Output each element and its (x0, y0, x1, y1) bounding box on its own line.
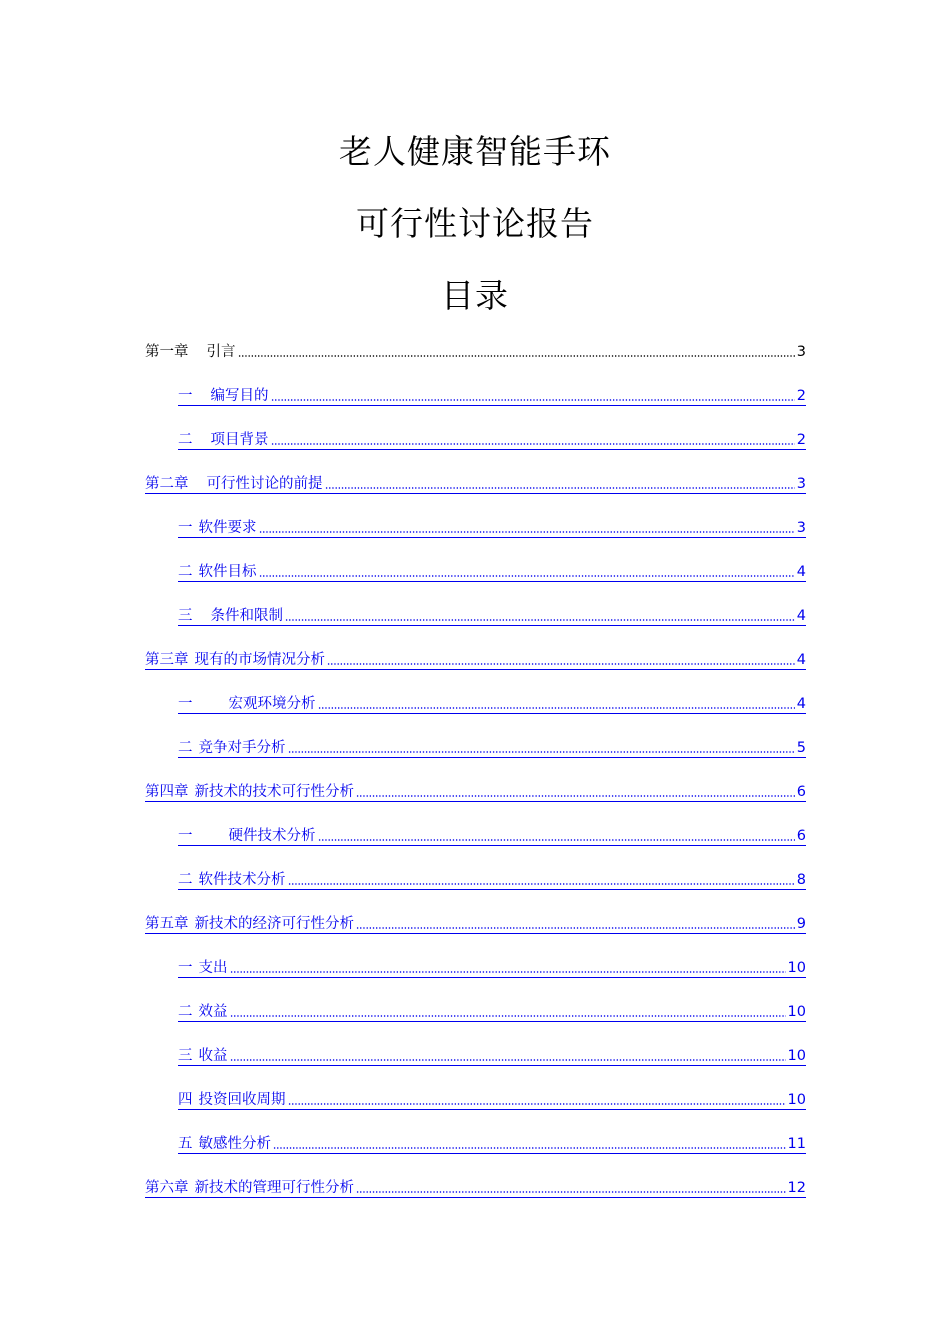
toc-entry[interactable] (178, 561, 806, 582)
toc-entry-number: 二 (178, 740, 193, 756)
toc-entry-page: 10 (787, 1048, 806, 1064)
toc-heading: 目录 (441, 276, 509, 315)
toc-entry-number: 一 (178, 960, 193, 976)
toc-entry (145, 341, 806, 361)
toc-entry-page: 3 (796, 476, 806, 492)
toc-entry-number: 第二章 (145, 476, 189, 492)
toc-entry-label: 宏观环境分析 (228, 696, 316, 712)
toc-entry-label: 新技术的经济可行性分析 (194, 916, 354, 932)
toc-entry[interactable] (178, 1089, 806, 1110)
toc-entry[interactable] (178, 957, 806, 978)
toc-entry-label: 项目背景 (210, 432, 269, 448)
toc-entry-label: 收益 (198, 1048, 228, 1064)
toc-entry-label: 新技术的管理可行性分析 (194, 1180, 354, 1196)
toc-entry-label: 软件技术分析 (198, 872, 286, 888)
toc-entry-number: 二 (178, 564, 193, 580)
toc-entry-number: 二 (178, 1004, 193, 1020)
toc-dot-leader (230, 1058, 786, 1062)
toc-entry-number: 二 (178, 872, 193, 888)
toc-entry-number: 一 (178, 696, 193, 712)
toc-entry-number: 三 (178, 1048, 193, 1064)
toc-entry-page: 10 (787, 1004, 806, 1020)
toc-entry[interactable] (178, 1133, 806, 1154)
toc-entry[interactable] (178, 605, 806, 626)
toc-dot-leader (318, 838, 795, 842)
toc-entry-page: 2 (796, 432, 806, 448)
toc-entry-page: 6 (796, 784, 806, 800)
toc-dot-leader (271, 442, 795, 446)
toc-dot-leader (285, 618, 795, 622)
toc-dot-leader (325, 486, 795, 490)
toc-entry-page: 3 (796, 520, 806, 536)
toc-entry[interactable] (178, 869, 806, 890)
toc-entry-number: 第一章 (145, 344, 189, 360)
toc-entry[interactable] (178, 429, 806, 450)
toc-entry-number: 一 (178, 520, 193, 536)
toc-dot-leader (271, 398, 795, 402)
toc-entry-page: 6 (796, 828, 806, 844)
toc-dot-leader (230, 1014, 786, 1018)
toc-entry-label: 可行性讨论的前提 (206, 476, 323, 492)
toc-entry-label: 软件目标 (198, 564, 257, 580)
toc-entry[interactable] (145, 781, 806, 802)
toc-entry-page: 12 (787, 1180, 806, 1196)
toc-entry-number: 第六章 (145, 1180, 189, 1196)
toc-entry-label: 引言 (206, 344, 236, 360)
toc-entry-page: 4 (796, 696, 806, 712)
toc-entry-number: 第五章 (145, 916, 189, 932)
toc-dot-leader (356, 1190, 786, 1194)
toc-entry-page: 4 (796, 652, 806, 668)
toc-entry[interactable] (178, 825, 806, 846)
toc-entry-label: 投资回收周期 (198, 1092, 286, 1108)
toc-dot-leader (356, 794, 795, 798)
toc-entry-page: 10 (787, 1092, 806, 1108)
toc-dot-leader (273, 1146, 786, 1150)
toc-entry[interactable] (145, 649, 806, 670)
toc-entry-number: 四 (178, 1092, 193, 1108)
toc-entry-page: 5 (796, 740, 806, 756)
toc-entry-page: 8 (796, 872, 806, 888)
toc-entry-label: 敏感性分析 (198, 1136, 271, 1152)
toc-entry-label: 竞争对手分析 (198, 740, 286, 756)
toc-entry-label: 效益 (198, 1004, 228, 1020)
toc-entry-page: 10 (787, 960, 806, 976)
toc-entry[interactable] (178, 517, 806, 538)
toc-dot-leader (327, 662, 795, 666)
toc-entry-number: 第三章 (145, 652, 189, 668)
toc-entry-label: 现有的市场情况分析 (194, 652, 325, 668)
toc-entry-number: 一 (178, 388, 193, 404)
toc-dot-leader (230, 970, 786, 974)
toc-dot-leader (356, 926, 795, 930)
toc-entry[interactable] (178, 1045, 806, 1066)
toc-entry-label: 软件要求 (198, 520, 257, 536)
toc-dot-leader (259, 574, 795, 578)
toc-entry[interactable] (145, 1177, 806, 1198)
toc-dot-leader (288, 750, 795, 754)
toc-entry-page: 3 (796, 344, 806, 360)
toc-entry-label: 硬件技术分析 (228, 828, 316, 844)
toc-entry[interactable] (145, 473, 806, 494)
toc-entry-number: 三 (178, 608, 193, 624)
toc-entry-number: 第四章 (145, 784, 189, 800)
toc-entry-number: 一 (178, 828, 193, 844)
toc-entry-label: 条件和限制 (210, 608, 283, 624)
toc-entry-number: 二 (178, 432, 193, 448)
toc-entry[interactable] (145, 913, 806, 934)
toc-dot-leader (238, 354, 795, 358)
toc-dot-leader (288, 882, 795, 886)
toc-entry-label: 新技术的技术可行性分析 (194, 784, 354, 800)
toc-dot-leader (288, 1102, 786, 1106)
toc-entry-page: 9 (796, 916, 806, 932)
toc-entry-label: 支出 (198, 960, 228, 976)
toc-dot-leader (259, 530, 795, 534)
document-title: 老人健康智能手环 (339, 132, 611, 171)
toc-entry[interactable] (178, 737, 806, 758)
toc-entry[interactable] (178, 385, 806, 406)
toc-entry[interactable] (178, 1001, 806, 1022)
document-subtitle: 可行性讨论报告 (356, 204, 594, 243)
toc-entry[interactable] (178, 693, 806, 714)
toc-entry-label: 编写目的 (210, 388, 269, 404)
toc-entry-page: 2 (796, 388, 806, 404)
toc-entry-number: 五 (178, 1136, 193, 1152)
toc-entry-page: 4 (796, 564, 806, 580)
toc-entry-page: 4 (796, 608, 806, 624)
toc-entry-page: 11 (787, 1136, 806, 1152)
toc-dot-leader (318, 706, 795, 710)
